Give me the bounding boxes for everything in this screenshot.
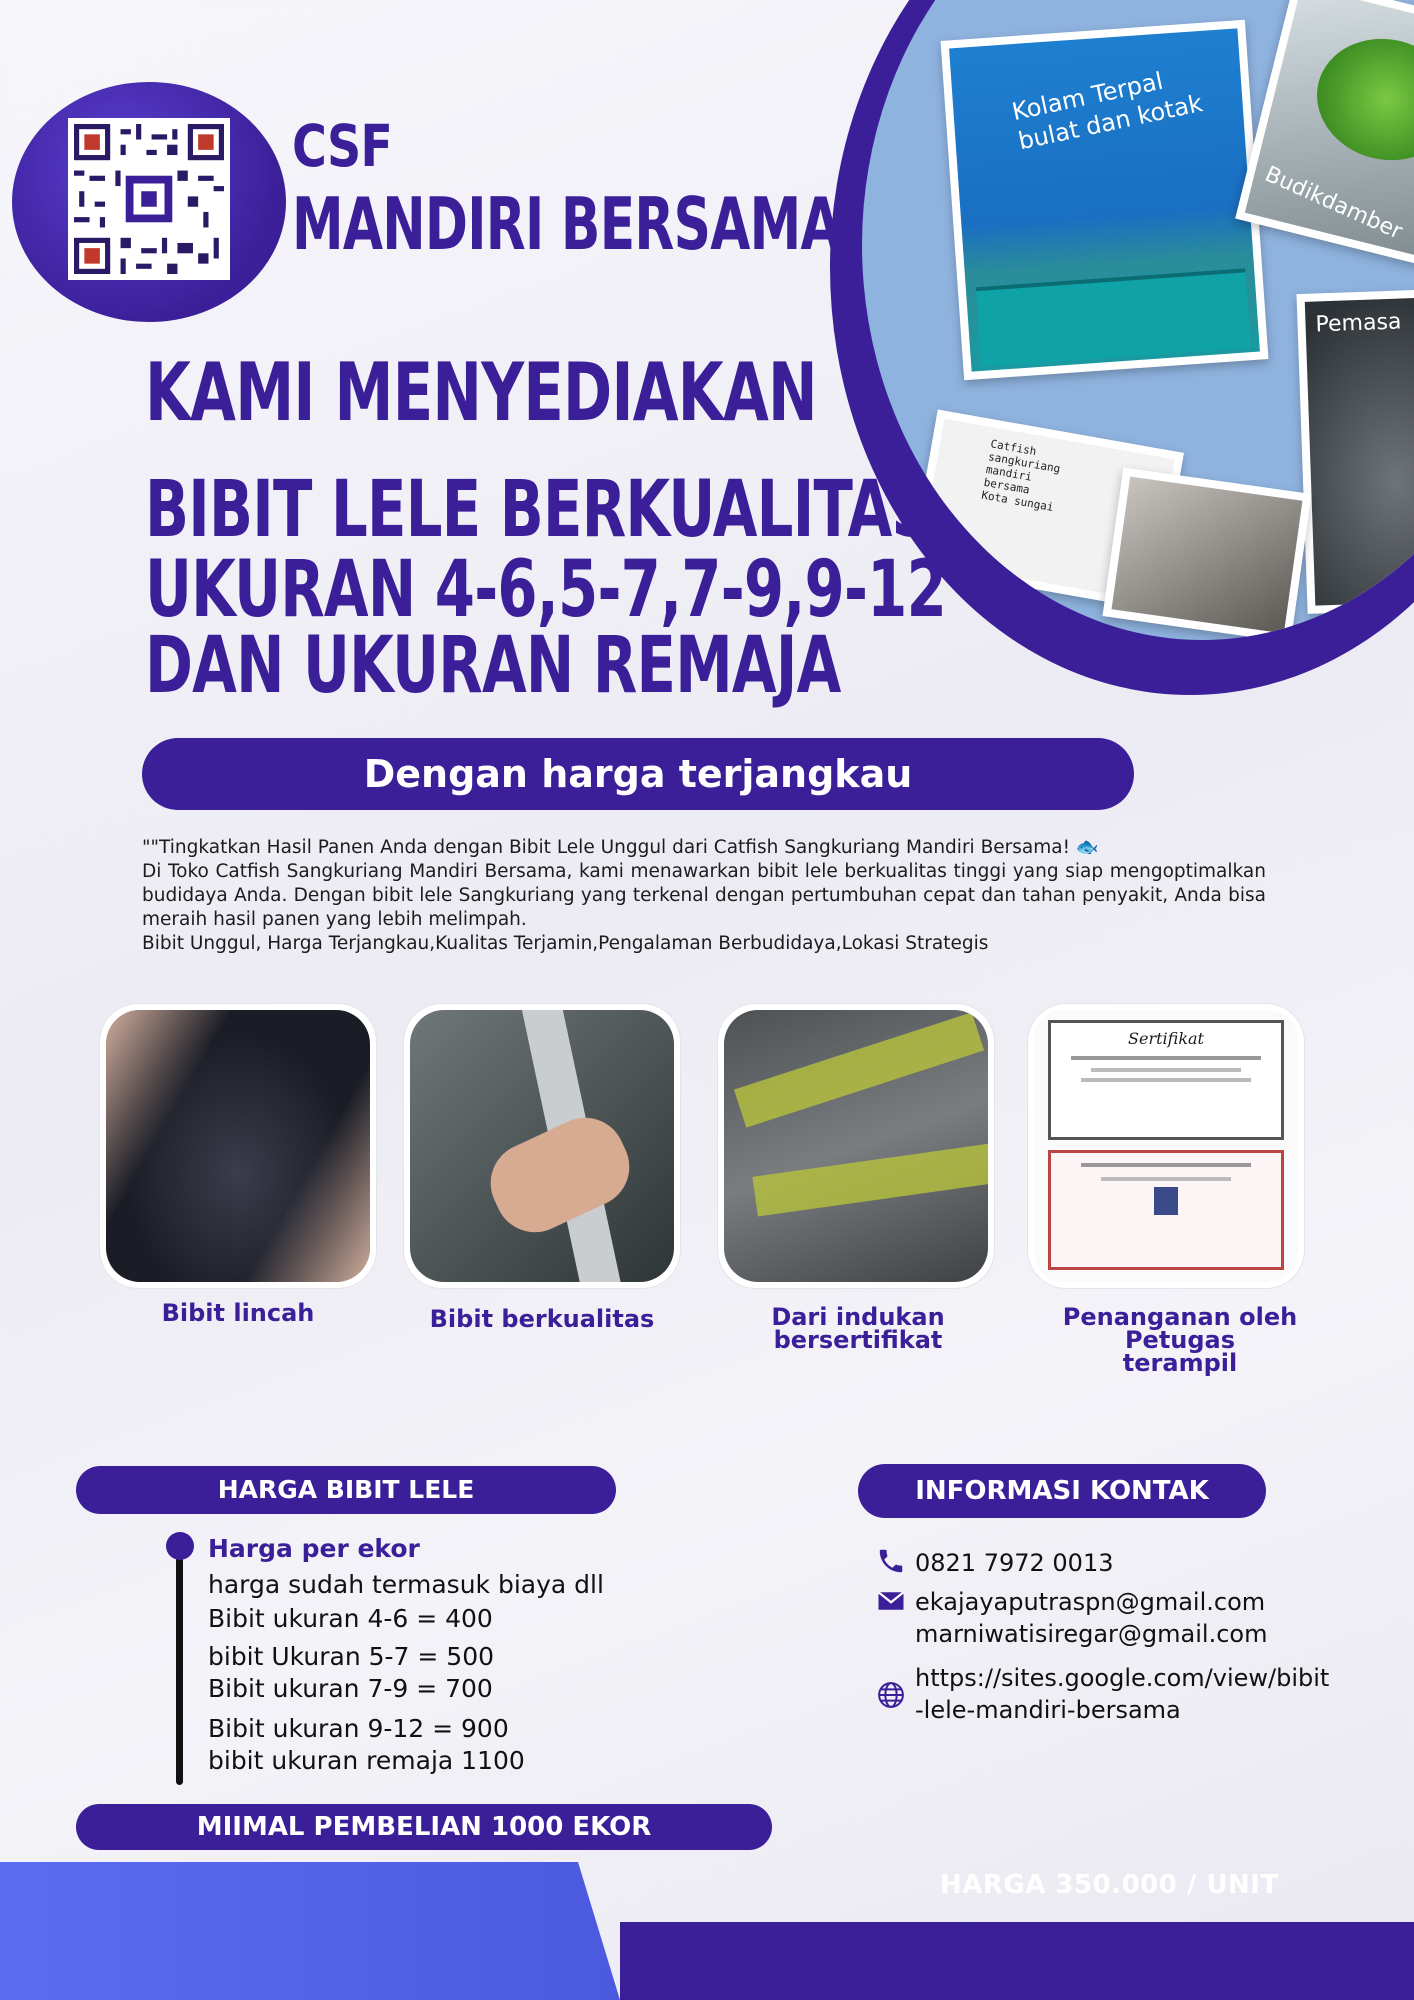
feature-card-quality: [404, 1004, 680, 1288]
contact-website-line1[interactable]: https://sites.google.com/view/bibit: [915, 1664, 1330, 1692]
feature-label-quality: Bibit berkualitas: [429, 1305, 655, 1333]
tagline-banner: Dengan harga terjangkau: [142, 738, 1134, 810]
description-intro: ""Tingkatkan Hasil Panen Anda dengan Bibit Lele Unggul dari Catfish Sangkuriang Mandiri Bersama! 🐟: [142, 837, 1099, 858]
price-note: harga sudah termasuk biaya dll: [208, 1570, 604, 1599]
headline-sizes: UKURAN 4-6,5-7,7-9,9-12: [145, 545, 947, 635]
brand-name-short: CSF: [292, 112, 393, 180]
collage-caption-market: Pemasa: [1315, 309, 1402, 338]
phone-icon: [876, 1546, 906, 1576]
feature-card-lively: [100, 1004, 376, 1288]
certificate-title: Sertifikat: [1128, 1029, 1204, 1048]
collage-photo-plants: [1235, 0, 1414, 274]
collage-caption-pond: Kolam Terpal bulat dan kotak: [1009, 66, 1205, 156]
contact-email-secondary[interactable]: marniwatisiregar@gmail.com: [915, 1620, 1268, 1648]
collage-photo-worker: [1102, 468, 1311, 640]
collage-photo-pond: [941, 20, 1269, 380]
contact-website-line2[interactable]: -lele-mandiri-bersama: [915, 1696, 1181, 1724]
headline-product: BIBIT LELE BERKUALITAS: [145, 465, 933, 555]
feature-label-lively: Bibit lincah: [161, 1299, 315, 1327]
feature-card-certificate: [1028, 1004, 1304, 1288]
brand-name: MANDIRI BERSAMA: [292, 182, 840, 266]
contact-section-title: INFORMASI KONTAK: [858, 1464, 1266, 1518]
collage-note-text: Catfish sangkuriang mandiri bersama Kota sungai: [980, 437, 1062, 514]
headline-juvenile: DAN UKURAN REMAJA: [145, 621, 841, 711]
price-row-juvenile: bibit ukuran remaja 1100: [208, 1746, 525, 1775]
price-row-7-9: Bibit ukuran 7-9 = 700: [208, 1674, 493, 1703]
price-section-title: HARGA BIBIT LELE: [76, 1466, 616, 1514]
feature-label-staff: Penanganan oleh Petugas terampil: [1062, 1303, 1298, 1377]
unit-price: HARGA 350.000 / UNIT: [940, 1870, 1279, 1900]
minimum-order-banner: MIIMAL PEMBELIAN 1000 EKOR: [76, 1804, 772, 1850]
price-row-9-12: Bibit ukuran 9-12 = 900: [208, 1714, 509, 1743]
contact-email-primary[interactable]: ekajayaputraspn@gmail.com: [915, 1588, 1266, 1616]
headline-intro: KAMI MENYEDIAKAN: [145, 346, 817, 439]
contact-phone[interactable]: 0821 7972 0013: [915, 1549, 1114, 1577]
footer-blue-band: [0, 1862, 620, 2000]
price-heading: Harga per ekor: [208, 1534, 420, 1563]
description: [142, 836, 1266, 956]
timeline-line: [176, 1540, 183, 1785]
collage-photo-market: [1296, 286, 1414, 614]
feature-card-certified-broodstock: [718, 1004, 994, 1288]
photo-collage: [862, 0, 1414, 640]
mail-icon: [876, 1586, 906, 1616]
description-benefits: Bibit Unggul, Harga Terjangkau,Kualitas Terjamin,Pengalaman Berbudidaya,Lokasi Strategis: [142, 933, 989, 954]
globe-icon: [876, 1680, 906, 1710]
timeline-dot: [166, 1532, 194, 1560]
price-row-4-6: Bibit ukuran 4-6 = 400: [208, 1604, 493, 1633]
description-body: Di Toko Catfish Sangkuriang Mandiri Bersama, kami menawarkan bibit lele berkualitas tinggi yang siap mengoptimalkan budidaya Anda. Dengan bibit lele Sangkuriang yang terkenal dengan pertumbuhan cepat dan tahan penyakit, Anda bisa meraih hasil panen yang lebih melimpah.: [142, 861, 1266, 930]
qr-code-icon[interactable]: [68, 118, 230, 280]
qr-code-graphic: [74, 124, 224, 274]
feature-label-certified: Dari indukan bersertifikat: [771, 1303, 945, 1354]
collage-caption-plants: Budikdamber: [1261, 161, 1406, 245]
price-row-5-7: bibit Ukuran 5-7 = 500: [208, 1642, 495, 1671]
